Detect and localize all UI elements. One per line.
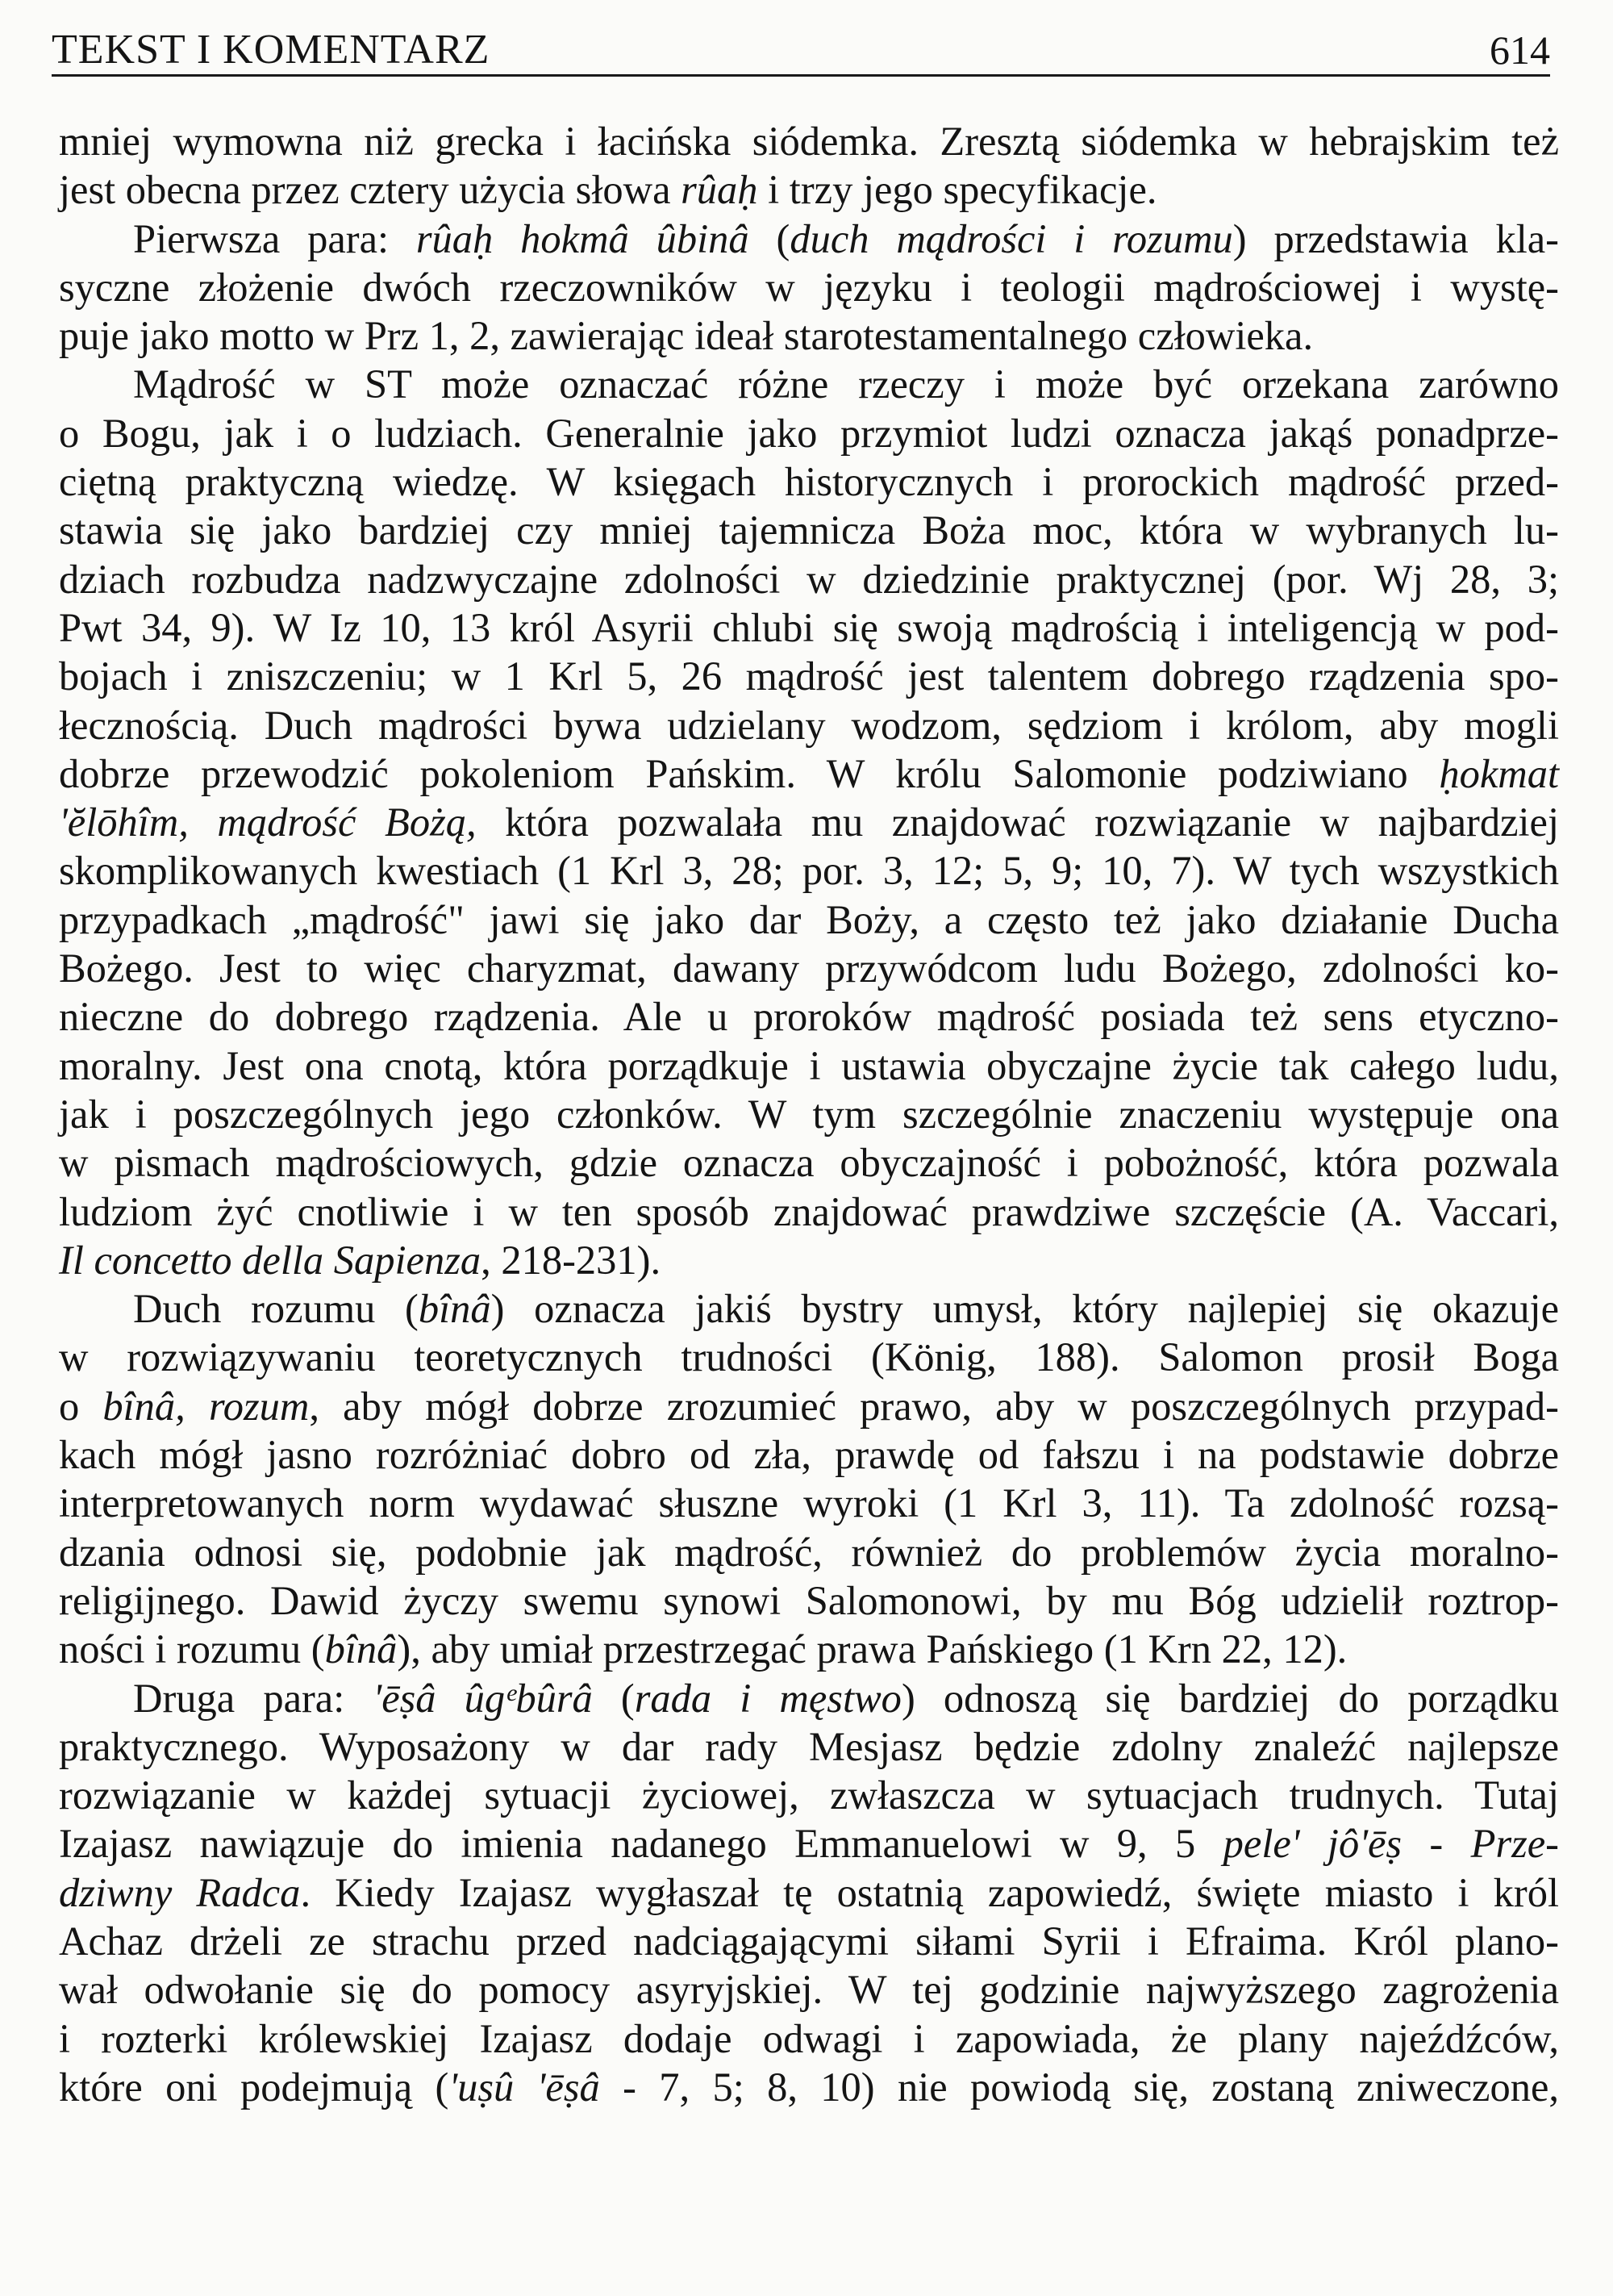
text-run: praktycznego. Wyposażony w dar rady Mesjasz będzie zdolny znaleźć najlepsze bbox=[59, 1723, 1559, 1769]
italic-term: rada i męstwo bbox=[634, 1675, 902, 1721]
text-line bbox=[59, 360, 1559, 408]
italic-term: rûaḥ bbox=[681, 167, 758, 213]
text-run: , 218-231). bbox=[481, 1237, 661, 1283]
italic-term: duch mądrości i rozumu bbox=[790, 215, 1233, 261]
text-line bbox=[59, 652, 1559, 700]
text-run: - 7, 5; 8, 10) nie powiodą się, zostaną zniweczone, bbox=[599, 2064, 1560, 2110]
text-line bbox=[59, 117, 1559, 165]
italic-term: pele' jô'ēṣ - Prze- bbox=[1223, 1821, 1559, 1867]
italic-term: 'uṣû 'ēṣâ bbox=[448, 2064, 600, 2110]
text-run: Bożego. Jest to więc charyzmat, dawany przywódcom ludu Bożego, zdolności ko- bbox=[59, 946, 1559, 991]
italic-term: Il concetto della Sapienza bbox=[59, 1237, 481, 1283]
text-line bbox=[59, 798, 1559, 846]
text-run: moralny. Jest ona cnotą, która porządkuje i ustawia obyczajne życie tak całego ludu, bbox=[59, 1042, 1559, 1088]
text-run: ( bbox=[748, 215, 790, 261]
text-run: . Kiedy Izajasz wygłaszał tę ostatnią zapowiedź, święte miasto i król bbox=[300, 1869, 1559, 1915]
text-line bbox=[59, 1090, 1559, 1138]
text-run: i rozterki królewskiej Izajasz dodaje odwagi i zapowiada, że plany najeźdźców, bbox=[59, 2015, 1559, 2061]
text-line bbox=[59, 1479, 1559, 1527]
text-line bbox=[59, 846, 1559, 895]
body-text bbox=[59, 117, 1559, 2111]
text-line bbox=[59, 895, 1559, 944]
text-line bbox=[59, 1868, 1559, 1917]
text-run: interpretowanych norm wydawać słuszne wyroki (1 Krl 3, 11). Ta zdolność rozsą- bbox=[59, 1480, 1559, 1526]
text-line bbox=[59, 749, 1559, 798]
text-run: Achaz drżeli ze strachu przed nadciągającymi siłami Syrii i Efraima. Król plano- bbox=[59, 1918, 1559, 1964]
text-run: Druga para: bbox=[133, 1675, 373, 1721]
text-run: Mądrość w ST może oznaczać różne rzeczy i może być orzekana zarówno bbox=[133, 361, 1559, 407]
text-run: ) przedstawia kla- bbox=[1232, 215, 1559, 261]
italic-term: 'ĕlōhîm, mądrość Bożą, bbox=[59, 799, 477, 845]
text-run: w rozwiązywaniu teoretycznych trudności (König, 188). Salomon prosił Boga bbox=[59, 1334, 1559, 1380]
text-line bbox=[59, 701, 1559, 749]
text-run: rozwiązanie w każdej sytuacji życiowej, zwłaszcza w sytuacjach trudnych. Tutaj bbox=[59, 1772, 1559, 1818]
text-line bbox=[59, 1576, 1559, 1625]
italic-term: bînâ bbox=[324, 1626, 398, 1672]
text-line bbox=[59, 1722, 1559, 1771]
text-run: jest obecna przez cztery użycia słowa bbox=[59, 167, 681, 213]
text-line bbox=[59, 992, 1559, 1041]
text-run: Pierwsza para: bbox=[133, 215, 416, 261]
text-line bbox=[59, 603, 1559, 652]
text-line bbox=[59, 215, 1559, 263]
text-line bbox=[59, 1284, 1559, 1333]
text-line bbox=[59, 1042, 1559, 1090]
italic-term: rûaḥ hokmâ ûbinâ bbox=[415, 215, 749, 261]
page-number: 614 bbox=[1490, 27, 1550, 73]
text-run: i trzy jego specyfikacje. bbox=[757, 167, 1157, 213]
text-line bbox=[59, 1138, 1559, 1187]
text-run: przypadkach „mądrość" jawi się jako dar Boży, a często też jako działanie Ducha bbox=[59, 896, 1559, 942]
text-run: religijnego. Dawid życzy swemu synowi Salomonowi, by mu Bóg udzielił roztrop- bbox=[59, 1577, 1559, 1623]
text-line bbox=[59, 506, 1559, 554]
text-run: które oni podejmują ( bbox=[59, 2064, 449, 2110]
text-line bbox=[59, 1333, 1559, 1381]
text-run: Izajasz nawiązuje do imienia nadanego Emmanuelowi w 9, 5 bbox=[59, 1821, 1223, 1867]
text-line bbox=[59, 457, 1559, 506]
text-run: ) odnoszą się bardziej do porządku bbox=[901, 1675, 1559, 1721]
text-run: ) oznacza jakiś bystry umysł, który najlepiej się okazuje bbox=[490, 1286, 1559, 1332]
text-run: Pwt 34, 9). W Iz 10, 13 król Asyrii chlubi się swoją mądrością i inteligencją w pod- bbox=[59, 604, 1559, 650]
text-line bbox=[59, 1382, 1559, 1430]
text-run: w pismach mądrościowych, gdzie oznacza obyczajność i pobożność, która pozwala bbox=[59, 1140, 1559, 1186]
running-head bbox=[52, 15, 1550, 79]
text-run: syczne złożenie dwóch rzeczowników w języku i teologii mądrościowej i wystę- bbox=[59, 264, 1559, 310]
text-run: o Bogu, jak i o ludziach. Generalnie jako przymiot ludzi oznacza jakąś ponadprze- bbox=[59, 410, 1559, 456]
text-line bbox=[59, 944, 1559, 992]
text-line bbox=[59, 263, 1559, 311]
text-run: stawia się jako bardziej czy mniej tajemnicza Boża moc, która w wybranych lu- bbox=[59, 507, 1559, 553]
text-run: mniej wymowna niż grecka i łacińska siódemka. Zresztą siódemka w hebrajskim też bbox=[59, 119, 1559, 164]
text-run: nieczne do dobrego rządzenia. Ale u proroków mądrość posiada też sens etyczno- bbox=[59, 994, 1559, 1040]
text-run: wał odwołanie się do pomocy asyryjskiej. W tej godzinie najwyższego zagrożenia bbox=[59, 1967, 1559, 2013]
text-line bbox=[59, 1771, 1559, 1819]
text-line bbox=[59, 555, 1559, 603]
text-run: ), aby umiał przestrzegać prawa Pańskiego (1 Krn 22, 12). bbox=[397, 1626, 1348, 1672]
text-run: dobrze przewodzić pokoleniom Pańskim. W królu Salomonie podziwiano bbox=[59, 750, 1440, 796]
text-run: kach mógł jasno rozróżniać dobro od zła, prawdę od fałszu i na podstawie dobrze bbox=[59, 1432, 1559, 1478]
text-line bbox=[59, 1819, 1559, 1868]
italic-term: dziwny Radca bbox=[59, 1869, 301, 1915]
text-line bbox=[59, 1917, 1559, 1965]
text-line bbox=[59, 1965, 1559, 2014]
text-run: ( bbox=[592, 1675, 635, 1721]
text-line bbox=[59, 2014, 1559, 2063]
text-run: ciętną praktyczną wiedzę. W księgach historycznych i prorockich mądrość przed- bbox=[59, 459, 1559, 505]
italic-term: bînâ bbox=[418, 1286, 491, 1332]
text-line bbox=[59, 1236, 1559, 1284]
italic-term: ḥokmat bbox=[1439, 750, 1559, 796]
text-run: łecznością. Duch mądrości bywa udzielany wodzom, sędziom i królom, aby mogli bbox=[59, 702, 1559, 748]
text-run: puje jako motto w Prz 1, 2, zawierając ideał starotestamentalnego człowieka. bbox=[59, 313, 1314, 359]
text-line bbox=[59, 1528, 1559, 1576]
text-line bbox=[59, 2063, 1559, 2111]
text-run: skomplikowanych kwestiach (1 Krl 3, 28; por. 3, 12; 5, 9; 10, 7). W tych wszystkich bbox=[59, 848, 1559, 894]
text-line bbox=[59, 1625, 1559, 1673]
italic-term: 'ēṣâ ûgᵉbûrâ bbox=[373, 1675, 593, 1721]
text-run: bojach i zniszczeniu; w 1 Krl 5, 26 mądrość jest talentem dobrego rządzenia spo- bbox=[59, 653, 1559, 699]
running-title: TEKST I KOMENTARZ bbox=[52, 27, 490, 73]
text-run: Duch rozumu ( bbox=[133, 1286, 419, 1332]
text-line bbox=[59, 1430, 1559, 1479]
text-line bbox=[59, 1674, 1559, 1722]
text-run: dzania odnosi się, podobnie jak mądrość, również do problemów życia moralno- bbox=[59, 1529, 1559, 1575]
text-line bbox=[59, 311, 1559, 360]
italic-term: bînâ, rozum bbox=[102, 1383, 310, 1429]
text-run: ności i rozumu ( bbox=[59, 1626, 325, 1672]
text-line bbox=[59, 165, 1559, 214]
text-run: jak i poszczególnych jego członków. W tym szczególnie znaczeniu występuje ona bbox=[59, 1091, 1559, 1137]
text-run: , aby mógł dobrze zrozumieć prawo, aby w poszczególnych przypad- bbox=[309, 1383, 1559, 1429]
text-line bbox=[59, 409, 1559, 457]
text-run: ludziom żyć cnotliwie i w ten sposób znajdować prawdziwe szczęście (A. Vaccari, bbox=[59, 1188, 1559, 1234]
text-run: która pozwalała mu znajdować rozwiązanie w najbardziej bbox=[476, 799, 1559, 845]
text-run: dziach rozbudza nadzwyczajne zdolności w dziedzinie praktycznej (por. Wj 28, 3; bbox=[59, 556, 1559, 602]
text-line bbox=[59, 1188, 1559, 1236]
header-rule bbox=[52, 74, 1550, 77]
text-run: o bbox=[59, 1383, 103, 1429]
